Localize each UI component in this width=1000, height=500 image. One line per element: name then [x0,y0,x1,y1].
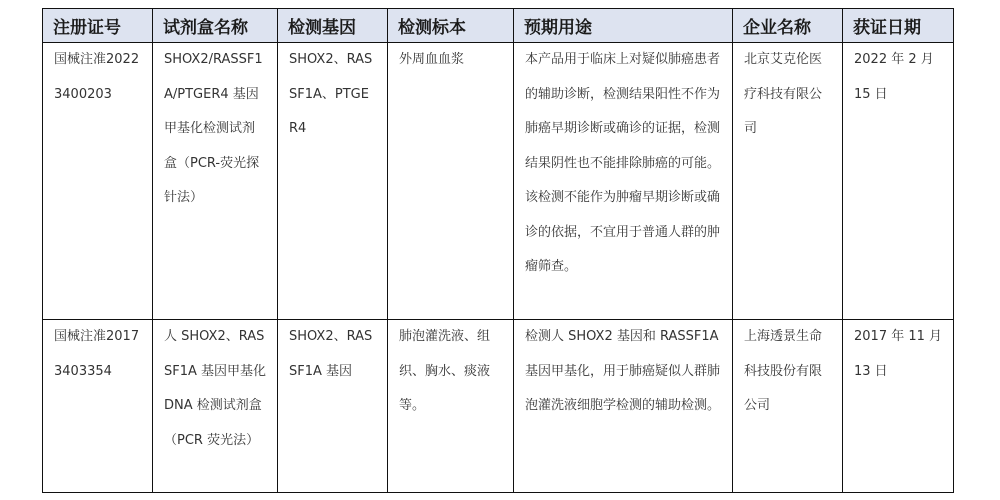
cell-specimen: 肺泡灌洗液、组织、胸水、痰液等。 [388,320,514,493]
header-specimen: 检测标本 [388,9,514,43]
header-detected-genes: 检测基因 [278,9,388,43]
header-intended-use: 预期用途 [514,9,733,43]
cell-company: 上海透景生命科技股份有限公司 [733,320,843,493]
table-row [43,43,954,320]
cell-company: 北京艾克伦医疗科技有限公司 [733,43,843,320]
header-company: 企业名称 [733,9,843,43]
registration-table [42,8,954,493]
cell-intended-use: 检测人 SHOX2 基因和 RASSF1A 基因甲基化，用于肺癌疑似人群肺泡灌洗液细胞学检测的辅助检测。 [514,320,733,493]
cell-intended-use: 本产品用于临床上对疑似肺癌患者的辅助诊断，检测结果阳性不作为肺癌早期诊断或确诊的证据，检测结果阴性也不能排除肺癌的可能。该检测不能作为肿瘤早期诊断或确诊的依据，不宜用于普通人群的肿瘤筛查。 [514,43,733,320]
cell-detected-genes: SHOX2、RASSF1A 基因 [278,320,388,493]
cell-kit-name: SHOX2/RASSF1A/PTGER4 基因甲基化检测试剂盒（PCR-荧光探针法） [153,43,278,320]
header-kit-name: 试剂盒名称 [153,9,278,43]
cell-specimen: 外周血血浆 [388,43,514,320]
header-approval-date: 获证日期 [843,9,954,43]
table-row [43,320,954,493]
cell-registration-number: 国械注准20223400203 [43,43,153,320]
cell-kit-name: 人 SHOX2、RASSF1A 基因甲基化 DNA 检测试剂盒（PCR 荧光法） [153,320,278,493]
cell-approval-date: 2022 年 2 月 15 日 [843,43,954,320]
header-registration-number: 注册证号 [43,9,153,43]
table-header-row [43,9,954,43]
cell-approval-date: 2017 年 11 月 13 日 [843,320,954,493]
cell-detected-genes: SHOX2、RASSF1A、PTGER4 [278,43,388,320]
cell-registration-number: 国械注准20173403354 [43,320,153,493]
